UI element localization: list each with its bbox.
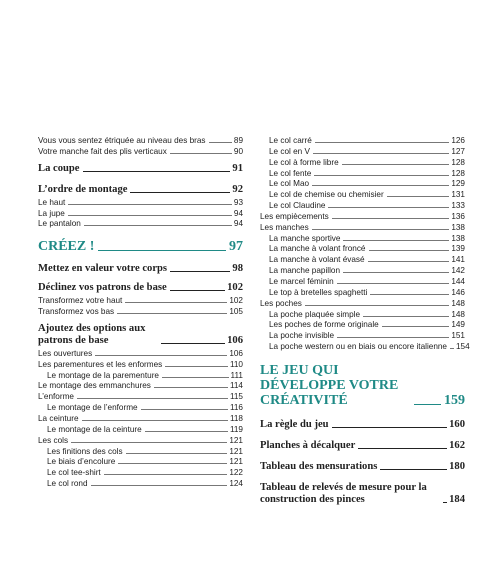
toc-section bbox=[38, 263, 243, 275]
toc-page-number: 136 bbox=[451, 211, 465, 221]
toc-title: Le biais d’encolure bbox=[47, 457, 116, 467]
toc-chapter bbox=[38, 239, 243, 254]
toc-entry bbox=[38, 219, 243, 230]
toc-title: Transformez votre haut bbox=[38, 296, 123, 306]
toc-leader bbox=[443, 502, 447, 503]
toc-leader bbox=[315, 142, 450, 143]
toc-entry bbox=[260, 136, 465, 147]
toc-page-number: 127 bbox=[451, 146, 465, 156]
toc-title: Le montage de la ceinture bbox=[47, 424, 142, 434]
toc-title: Tableau de relevés de mesure pour la construction des pinces bbox=[260, 481, 427, 505]
toc-title: Le col de chemise ou chemisier bbox=[269, 190, 384, 200]
toc-title: Les parementures et les enformes bbox=[38, 359, 163, 369]
toc-leader bbox=[380, 469, 447, 470]
toc-entry bbox=[38, 457, 243, 468]
toc-entry bbox=[260, 331, 465, 342]
toc-entry bbox=[260, 223, 465, 234]
toc-page-number: 128 bbox=[451, 157, 465, 167]
toc-page-number: 129 bbox=[451, 179, 465, 189]
toc-leader bbox=[170, 290, 225, 291]
toc-leader bbox=[328, 207, 449, 208]
toc-section bbox=[260, 419, 465, 431]
toc-title: La manche papillon bbox=[269, 266, 341, 276]
toc-page-number: 131 bbox=[451, 190, 465, 200]
toc-leader bbox=[450, 348, 454, 349]
toc-leader bbox=[314, 175, 449, 176]
toc-page-number: 138 bbox=[451, 222, 465, 232]
toc-title: Le col tee-shirt bbox=[47, 468, 101, 478]
toc-leader bbox=[337, 337, 449, 338]
toc-column-right bbox=[260, 136, 470, 506]
toc-leader bbox=[154, 387, 228, 388]
toc-page-number: 110 bbox=[229, 359, 243, 369]
toc-section bbox=[260, 461, 465, 473]
toc-leader bbox=[312, 229, 450, 230]
toc-page-number: 116 bbox=[229, 403, 243, 413]
toc-page-number: 151 bbox=[451, 331, 465, 341]
toc-entry bbox=[260, 147, 465, 158]
toc-entry bbox=[38, 392, 243, 403]
toc-entry bbox=[260, 234, 465, 245]
toc-page-number: 144 bbox=[451, 276, 465, 286]
toc-page-number: 180 bbox=[449, 460, 465, 472]
toc-page-number: 138 bbox=[451, 233, 465, 243]
toc-section bbox=[38, 163, 243, 175]
toc-title: Le col rond bbox=[47, 479, 88, 489]
toc-leader bbox=[95, 355, 227, 356]
toc-leader bbox=[141, 409, 228, 410]
toc-leader bbox=[363, 316, 449, 317]
toc-title: Planches à décalquer bbox=[260, 439, 356, 451]
toc-title: Les finitions des cols bbox=[47, 446, 123, 456]
toc-entry bbox=[38, 198, 243, 209]
toc-leader bbox=[91, 485, 228, 486]
toc-page-number: 94 bbox=[233, 219, 243, 229]
toc-leader bbox=[368, 261, 450, 262]
toc-page-number: 102 bbox=[227, 282, 243, 294]
toc-entry bbox=[38, 414, 243, 425]
toc-page-number: 148 bbox=[451, 309, 465, 319]
toc-page-number: 91 bbox=[232, 162, 243, 174]
toc-entry bbox=[260, 158, 465, 169]
toc-leader bbox=[170, 153, 232, 154]
toc-entry bbox=[38, 479, 243, 490]
toc-page-number: 184 bbox=[449, 493, 465, 505]
toc-title: La manche sportive bbox=[269, 233, 341, 243]
toc-section bbox=[38, 184, 243, 196]
toc-leader bbox=[82, 420, 228, 421]
toc-leader bbox=[370, 294, 449, 295]
toc-entry bbox=[260, 310, 465, 321]
toc-leader bbox=[343, 240, 449, 241]
toc-leader bbox=[343, 272, 449, 273]
toc-title: La coupe bbox=[38, 162, 80, 174]
toc-page-number: 93 bbox=[233, 197, 243, 207]
toc-title: Le col carré bbox=[269, 136, 312, 145]
toc-page-number: 148 bbox=[451, 298, 465, 308]
toc-title: LE JEU QUI DÉVELOPPE VOTRE CRÉATIVITÉ bbox=[260, 362, 399, 408]
toc-entry bbox=[260, 190, 465, 201]
toc-page-number: 146 bbox=[451, 287, 465, 297]
toc-leader bbox=[126, 453, 228, 454]
toc-entry bbox=[38, 360, 243, 371]
toc-title: Le marcel féminin bbox=[269, 276, 334, 286]
toc-entry bbox=[38, 425, 243, 436]
toc-title: Transformez vos bas bbox=[38, 307, 115, 317]
toc-entry bbox=[260, 277, 465, 288]
toc-leader bbox=[84, 225, 232, 226]
toc-title: Ajoutez des options aux patrons de base bbox=[38, 322, 146, 346]
toc-title: La ceinture bbox=[38, 413, 79, 423]
toc-leader bbox=[98, 250, 226, 251]
toc-page-number: 162 bbox=[449, 439, 465, 451]
toc-leader bbox=[117, 313, 227, 314]
toc-page-number: 142 bbox=[451, 266, 465, 276]
toc-leader bbox=[369, 250, 450, 251]
toc-leader bbox=[165, 366, 228, 367]
toc-title: La jupe bbox=[38, 208, 65, 218]
toc-page-number: 98 bbox=[232, 263, 243, 275]
toc-entry bbox=[260, 169, 465, 180]
toc-title: Le col Claudine bbox=[269, 201, 326, 211]
toc-page-number: 139 bbox=[451, 244, 465, 254]
toc-entry bbox=[38, 436, 243, 447]
toc-title: La manche à volant froncé bbox=[269, 244, 366, 254]
toc-leader bbox=[358, 448, 447, 449]
toc-leader bbox=[332, 427, 448, 428]
toc-leader bbox=[170, 271, 230, 272]
toc-title: Le haut bbox=[38, 197, 66, 207]
toc-section bbox=[260, 482, 465, 506]
toc-page-number: 121 bbox=[229, 446, 243, 456]
toc-entry bbox=[260, 201, 465, 212]
toc-title: Les poches de forme originale bbox=[269, 320, 379, 330]
toc-title: La poche invisible bbox=[269, 331, 335, 341]
toc-entry bbox=[260, 179, 465, 190]
toc-leader bbox=[209, 142, 232, 143]
toc-title: Déclinez vos patrons de base bbox=[38, 282, 167, 294]
toc-page-number: 133 bbox=[451, 201, 465, 211]
toc-leader bbox=[414, 404, 441, 405]
toc-title: Le montage de l’enforme bbox=[47, 403, 138, 413]
toc-leader bbox=[68, 204, 232, 205]
toc-leader bbox=[162, 377, 229, 378]
toc-entry bbox=[38, 296, 243, 307]
toc-leader bbox=[337, 283, 450, 284]
toc-page-number: 141 bbox=[451, 255, 465, 265]
toc-page-number: 124 bbox=[229, 479, 243, 489]
toc-entry bbox=[260, 255, 465, 266]
toc-leader bbox=[104, 474, 228, 475]
toc-page-number: 106 bbox=[227, 334, 243, 346]
toc-title: Le col en V bbox=[269, 146, 310, 156]
toc-title: Les empiècements bbox=[260, 211, 329, 221]
toc-entry bbox=[38, 136, 243, 147]
toc-title: La règle du jeu bbox=[260, 418, 329, 430]
toc-title: Le col Mao bbox=[269, 179, 310, 189]
toc-page-number: 114 bbox=[229, 381, 243, 391]
toc-entry bbox=[38, 209, 243, 220]
toc-leader bbox=[382, 326, 450, 327]
toc-page-number: 97 bbox=[229, 239, 243, 255]
toc-title: Tableau des mensurations bbox=[260, 460, 378, 472]
toc-page-number: 122 bbox=[229, 468, 243, 478]
toc-page-number: 149 bbox=[451, 320, 465, 330]
toc-entry bbox=[260, 266, 465, 277]
toc-title: Le top à bretelles spaghetti bbox=[269, 287, 368, 297]
toc-page-number: 159 bbox=[444, 392, 465, 408]
toc-entry bbox=[38, 349, 243, 360]
toc-leader bbox=[305, 305, 449, 306]
toc-title: Le col à forme libre bbox=[269, 157, 339, 167]
toc-entry bbox=[38, 468, 243, 479]
toc-page-number: 111 bbox=[230, 370, 243, 380]
toc-leader bbox=[77, 398, 228, 399]
toc-section bbox=[38, 282, 243, 294]
toc-page-number: 126 bbox=[451, 136, 465, 145]
toc-leader bbox=[130, 192, 230, 193]
toc-entry bbox=[260, 212, 465, 223]
toc-page-number: 121 bbox=[229, 457, 243, 467]
toc-leader bbox=[83, 171, 231, 172]
toc-title: Le pantalon bbox=[38, 219, 81, 229]
toc-entry bbox=[38, 447, 243, 458]
toc-title: CRÉEZ ! bbox=[38, 239, 95, 255]
toc-page-number: 128 bbox=[451, 168, 465, 178]
toc-page-number: 94 bbox=[233, 208, 243, 218]
toc-leader bbox=[342, 164, 450, 165]
toc-page-number: 105 bbox=[229, 307, 243, 317]
toc-page-number: 92 bbox=[232, 183, 243, 195]
toc-leader bbox=[68, 215, 232, 216]
toc-leader bbox=[161, 343, 225, 344]
toc-entry bbox=[260, 299, 465, 310]
toc-page-number: 89 bbox=[233, 136, 243, 145]
toc-title: Les poches bbox=[260, 298, 302, 308]
toc-page-number: 90 bbox=[233, 146, 243, 156]
toc-section bbox=[260, 440, 465, 452]
toc-page-number: 154 bbox=[455, 342, 470, 352]
toc-section bbox=[38, 323, 243, 347]
toc-title: Les manches bbox=[260, 222, 309, 232]
toc-entry bbox=[260, 244, 465, 255]
toc-entry bbox=[260, 342, 470, 353]
toc-page-number: 102 bbox=[229, 296, 243, 306]
toc-leader bbox=[118, 463, 227, 464]
toc-title: L’ordre de montage bbox=[38, 183, 128, 195]
toc-page-number: 115 bbox=[229, 392, 243, 402]
toc-title: Mettez en valeur votre corps bbox=[38, 263, 168, 275]
toc-title: La poche western ou en biais ou encore italienne bbox=[269, 342, 447, 352]
toc-page-number: 119 bbox=[229, 424, 243, 434]
toc-page-number: 121 bbox=[229, 435, 243, 445]
toc-leader bbox=[313, 153, 449, 154]
toc-title: La poche plaquée simple bbox=[269, 309, 361, 319]
toc-title: Vous vous sentez étriquée au niveau des bras bbox=[38, 136, 206, 145]
toc-title: L’enforme bbox=[38, 392, 74, 402]
toc-entry bbox=[38, 403, 243, 414]
toc-title: Les cols bbox=[38, 435, 69, 445]
toc-chapter bbox=[260, 363, 465, 408]
toc-entry bbox=[38, 381, 243, 392]
toc-entry bbox=[38, 307, 243, 318]
toc-title: Le montage des emmanchures bbox=[38, 381, 151, 391]
toc-title: Le montage de la parementure bbox=[47, 370, 159, 380]
toc-leader bbox=[312, 185, 449, 186]
toc-leader bbox=[387, 196, 450, 197]
toc-column-left bbox=[38, 136, 243, 490]
toc-entry bbox=[38, 371, 243, 382]
toc-title: Les ouvertures bbox=[38, 348, 93, 358]
toc-title: Votre manche fait des plis verticaux bbox=[38, 146, 167, 156]
toc-entry bbox=[260, 288, 465, 299]
toc-leader bbox=[145, 431, 228, 432]
toc-page-number: 106 bbox=[229, 348, 243, 358]
toc-leader bbox=[332, 218, 450, 219]
toc-title: Le col fente bbox=[269, 168, 312, 178]
toc-entry bbox=[38, 147, 243, 158]
toc-title: La manche à volant évasé bbox=[269, 255, 365, 265]
toc-entry bbox=[260, 320, 465, 331]
toc-leader bbox=[71, 442, 227, 443]
toc-leader bbox=[125, 302, 227, 303]
toc-page-number: 118 bbox=[229, 413, 243, 423]
toc-page-number: 160 bbox=[449, 418, 465, 430]
